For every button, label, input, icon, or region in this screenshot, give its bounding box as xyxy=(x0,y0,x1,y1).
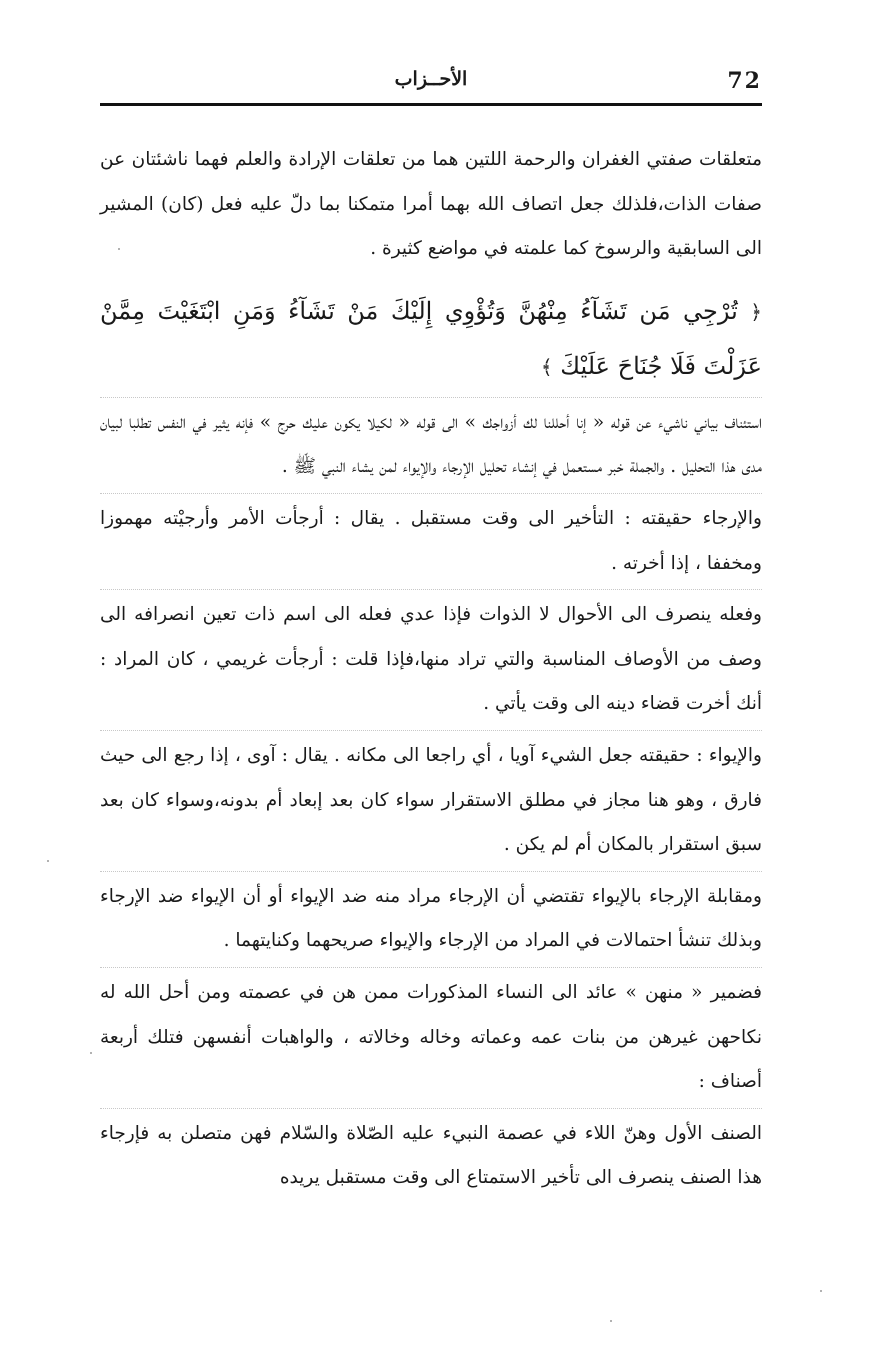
scan-speck xyxy=(820,1290,822,1292)
paragraph-3: والإرجاء حقيقته : التأخير الى وقت مستقبل . يقال : أرجأت الأمر وأرجيْته مهموزا ومخففا ، إذا أخرته . xyxy=(100,507,762,574)
scan-speck xyxy=(90,1052,92,1054)
paragraph-5: والإيواء : حقيقته جعل الشيء آويا ، أي راجعا الى مكانه . يقال : آوى ، إذا رجع الى حيث فارق ، وهو هنا مجاز في مطلق الاستقرار سواء كان بعد إبعاد أم بدونه،وسواء كان بعد سبق استقرار بالمكان أم لم يكن . xyxy=(100,744,762,856)
paragraph-4: وفعله ينصرف الى الأحوال لا الذوات فإذا عدي فعله الى اسم ذات تعين انصرافه الى وصف من الأوصاف المناسبة والتي تراد منها،فإذا قلت : أرجأت غريمي ، كان المراد : أنك أخرت قضاء دينه الى وقت يأتي . xyxy=(100,604,762,715)
header-rule xyxy=(100,103,762,106)
verse-text: تُرْجِي مَن تَشَآءُ مِنْهُنَّ وَتُؤْوِي إِلَيْكَ مَنْ تَشَآءُ وَمَنِ ابْتَغَيْتَ مِمَّنْ عَزَلْتَ فَلَا جُنَاحَ عَلَيْكَ xyxy=(100,296,762,380)
scan-speck xyxy=(47,860,49,862)
paragraph-divider xyxy=(100,397,762,398)
paragraph-8: الصنف الأول وهنّ اللاء في عصمة النبيء عليه الصّلاة والسّلام فهن متصلن به فإرجاء هذا الصنف ينصرف الى تأخير الاستمتاع الى وقت مستقبل يريده xyxy=(100,1122,762,1189)
paragraph-6: ومقابلة الإرجاء بالإيواء تقتضي أن الإرجاء مراد منه ضد الإيواء أو أن الإيواء ضد الإرجاء وبذلك تنشأ احتمالات في المراد من الإرجاء والإيواء صريحهما وكنايتهما . xyxy=(100,885,762,952)
verse-close-bracket: ﴾ xyxy=(540,354,553,379)
scan-speck xyxy=(118,248,120,250)
paragraph-1: متعلقات صفتي الغفران والرحمة اللتين هما من تعلقات الإرادة والعلم فهما ناشئتان عن صفات الذات،فلذلك جعل اتصاف الله بهما أمرا متمكنا بما دلّ عليه فعل (كان) المشير الى السابقية والرسوخ كما علمته في مواضع كثيرة . xyxy=(100,149,762,260)
paragraph-divider xyxy=(100,967,762,968)
running-title: الأحــزاب xyxy=(394,68,468,90)
verse-open-bracket: ﴿ xyxy=(750,299,762,324)
paragraph-2: استئناف بياني ناشيء عن قوله « إنا أحللنا لك أزواجك » الى قوله « لكيلا يكون عليك حرج » فإنه يثير في النفس تطلبا لبيان مدى هذا التحليل . والجملة خبر مستعمل في إنشاء تحليل الإرجاء والإيواء لمن يشاء النبي ﷺ . xyxy=(100,411,762,478)
scan-speck xyxy=(610,1320,612,1322)
paragraph-divider xyxy=(100,493,762,494)
paragraph-divider xyxy=(100,730,762,731)
page-header xyxy=(100,62,762,106)
paragraph-divider xyxy=(100,871,762,872)
page-body xyxy=(100,138,762,1201)
paragraph-7: فضمير « منهن » عائد الى النساء المذكورات ممن هن في عصمته ومن أحل الله له نكاحهن غيرهن من بنات عمه وعماته وخاله وخالاته ، والواهبات أنفسهن فتلك أربعة أصناف : xyxy=(100,981,762,1093)
quran-verse xyxy=(100,284,762,394)
paragraph-divider xyxy=(100,589,762,590)
paragraph-divider xyxy=(100,1108,762,1109)
page-number: 72 xyxy=(727,68,762,94)
